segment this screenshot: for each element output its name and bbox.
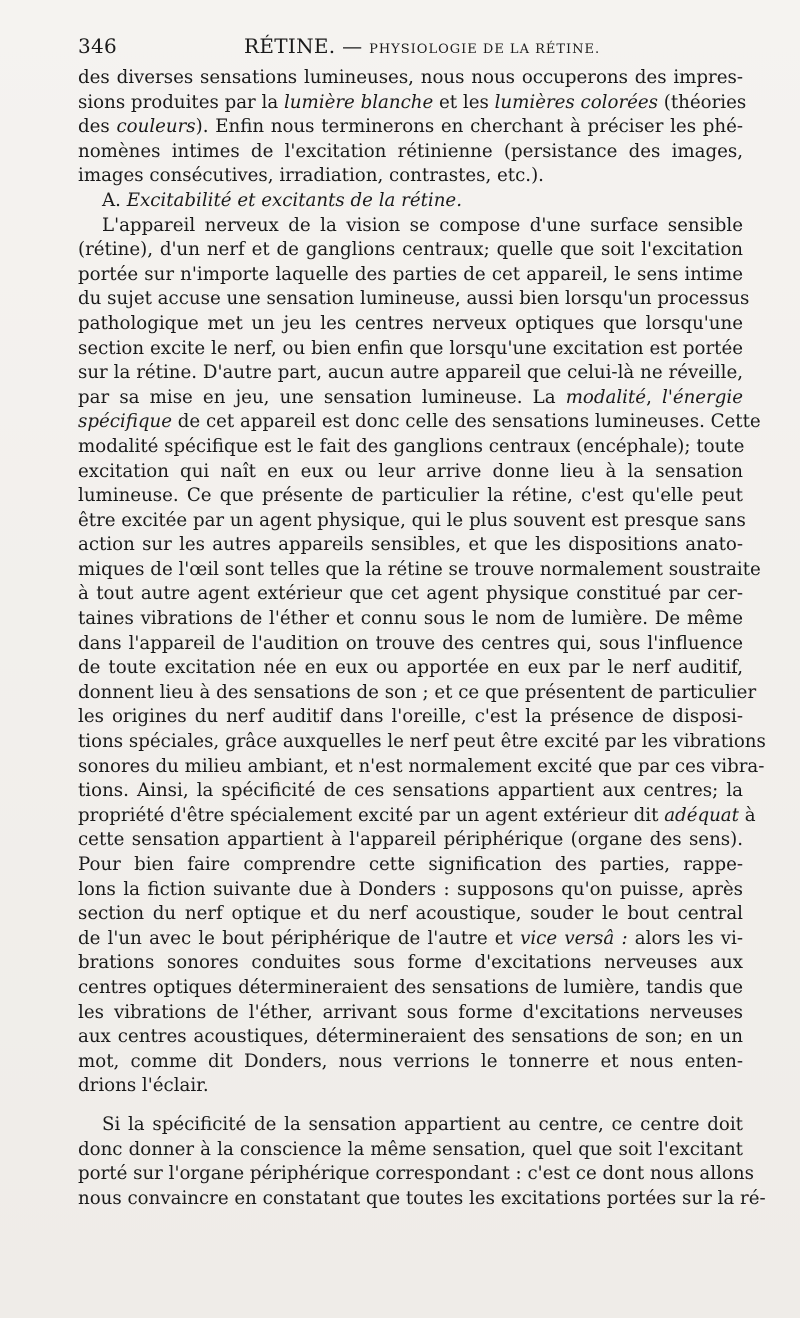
text-line: miques de l'œil sont telles que la rétine se trouve normalement soustraite: [78, 558, 761, 580]
text-line: nous convaincre en constatant que toutes les excitations portées sur la ré-: [78, 1187, 766, 1209]
text-line: tions. Ainsi, la spécificité de ces sensations appartient aux centres; la: [78, 780, 743, 802]
text-line: excitation qui naît en eux ou leur arrive donne lieu à la sensation: [78, 460, 743, 482]
text-line: section du nerf optique et du nerf acoustique, souder le bout central: [78, 903, 743, 925]
italic-run: lumières colorées: [494, 91, 658, 113]
text-line: sur la rétine. D'autre part, aucun autre appareil que celui-là ne réveille,: [78, 362, 743, 384]
text-line: portée sur n'importe laquelle des parties de cet appareil, le sens intime: [78, 263, 743, 285]
running-title: [244, 34, 600, 58]
text-run: alors les vi-: [627, 927, 743, 949]
text-line: images consécutives, irradiation, contrastes, etc.).: [78, 165, 544, 187]
text-run: sions produites par la: [78, 91, 284, 113]
text-run: des: [78, 116, 117, 138]
text-line: du sujet accuse une sensation lumineuse, aussi bien lorsqu'un processus: [78, 288, 750, 310]
text-line: cette sensation appartient à l'appareil périphérique (organe des sens).: [78, 829, 743, 851]
text-line: à tout autre agent extérieur que cet agent physique constitué par cer-: [78, 583, 743, 605]
section-title: PHYSIOLOGIE DE LA RÉTINE.: [369, 42, 601, 57]
text-line: modalité spécifique est le fait des ganglions centraux (encéphale); toute: [78, 435, 745, 457]
text-line: donnent lieu à des sensations de son ; et ce que présentent de particulier: [78, 681, 757, 703]
text-run: ). Enfin nous terminerons en cherchant à préciser les phé-: [195, 116, 744, 138]
text-line: drions l'éclair.: [78, 1075, 209, 1097]
text-line: [78, 410, 761, 435]
text-line: taines vibrations de l'éther et connu sous le nom de lumière. De même: [78, 608, 743, 630]
italic-run: vice versâ :: [520, 927, 628, 949]
running-head: [78, 34, 743, 64]
text-run: de l'un avec le bout périphérique de l'autre et: [78, 927, 521, 949]
text-line: donc donner à la conscience la même sensation, quel que soit l'excitant: [78, 1138, 743, 1160]
italic-run: modalité: [565, 386, 647, 408]
section-heading: [78, 189, 743, 214]
italic-run: lumière blanche: [283, 91, 434, 113]
text-line: [78, 214, 743, 239]
chapter-title: RÉTINE.: [244, 34, 336, 58]
text-line: brations sonores conduites sous forme d'excitations nerveuses aux: [78, 952, 743, 974]
text-line: section excite le nerf, ou bien enfin que lorsqu'une excitation est portée: [78, 337, 743, 359]
text-line: tions spéciales, grâce auxquelles le nerf peut être excité par les vibrations: [78, 731, 766, 753]
text-run: à: [738, 804, 756, 826]
italic-run: couleurs: [116, 116, 196, 138]
text-run: Si la spécificité de la sensation appartient au centre, ce centre doit: [102, 1113, 743, 1135]
text-line: les origines du nerf auditif dans l'oreille, c'est la présence de disposi-: [78, 706, 743, 728]
page-number: 346: [78, 34, 118, 58]
text-run: par sa mise en jeu, une sensation lumineuse. La: [78, 386, 566, 408]
text-line: lons la fiction suivante due à Donders : supposons qu'on puisse, après: [78, 878, 743, 900]
title-separator: —: [335, 34, 370, 58]
text-run: L'appareil nerveux de la vision se compose d'une surface sensible: [102, 214, 743, 236]
text-line: (rétine), d'un nerf et de ganglions centraux; quelle que soit l'excitation: [78, 239, 743, 261]
body-text: [78, 66, 766, 1211]
text-run: ,: [646, 386, 662, 408]
text-run: de cet appareil est donc celle des sensations lumineuses. Cette: [172, 411, 761, 433]
text-line: mot, comme dit Donders, nous verrions le tonnerre et nous enten-: [78, 1050, 743, 1072]
text-line: lumineuse. Ce que présente de particulier la rétine, c'est qu'elle peut: [78, 485, 743, 507]
text-line: nomènes intimes de l'excitation rétinienne (persistance des images,: [78, 140, 743, 162]
text-line: [78, 1113, 743, 1138]
italic-run: l'énergie: [662, 386, 743, 408]
text-line: les vibrations de l'éther, arrivant sous forme d'excitations nerveuses: [78, 1001, 743, 1023]
text-line: [78, 386, 743, 411]
text-line: être excitée par un agent physique, qui le plus souvent est presque sans: [78, 509, 746, 531]
text-line: [78, 927, 743, 952]
text-line: [78, 115, 743, 140]
text-line: porté sur l'organe périphérique correspondant : c'est ce dont nous allons: [78, 1163, 754, 1185]
text-line: aux centres acoustiques, détermineraient des sensations de son; en un: [78, 1026, 743, 1048]
text-line: [78, 804, 756, 829]
text-line: centres optiques détermineraient des sensations de lumière, tandis que: [78, 976, 743, 998]
text-run: et les: [433, 91, 495, 113]
text-line: action sur les autres appareils sensibles, et que les dispositions anato-: [78, 534, 743, 556]
text-line: [78, 91, 747, 116]
text-line: dans l'appareil de l'audition on trouve des centres qui, sous l'influence: [78, 632, 743, 654]
text-run: propriété d'être spécialement excité par un agent extérieur dit: [78, 804, 665, 826]
text-line: des diverses sensations lumineuses, nous nous occuperons des impres-: [78, 67, 743, 88]
section-letter: A.: [102, 189, 127, 211]
text-run: (théories: [658, 91, 747, 113]
text-line: sonores du milieu ambiant, et n'est normalement excité que par ces vibra-: [78, 755, 765, 777]
italic-run: adéquat: [664, 804, 739, 826]
text-line: de toute excitation née en eux ou apportée en eux par le nerf auditif,: [78, 657, 743, 679]
section-heading-title: Excitabilité et excitants de la rétine.: [126, 189, 462, 211]
text-line: Pour bien faire comprendre cette signification des parties, rappe-: [78, 854, 743, 875]
italic-run: spécifique: [78, 411, 172, 433]
text-line: pathologique met un jeu les centres nerveux optiques que lorsqu'une: [78, 312, 743, 334]
